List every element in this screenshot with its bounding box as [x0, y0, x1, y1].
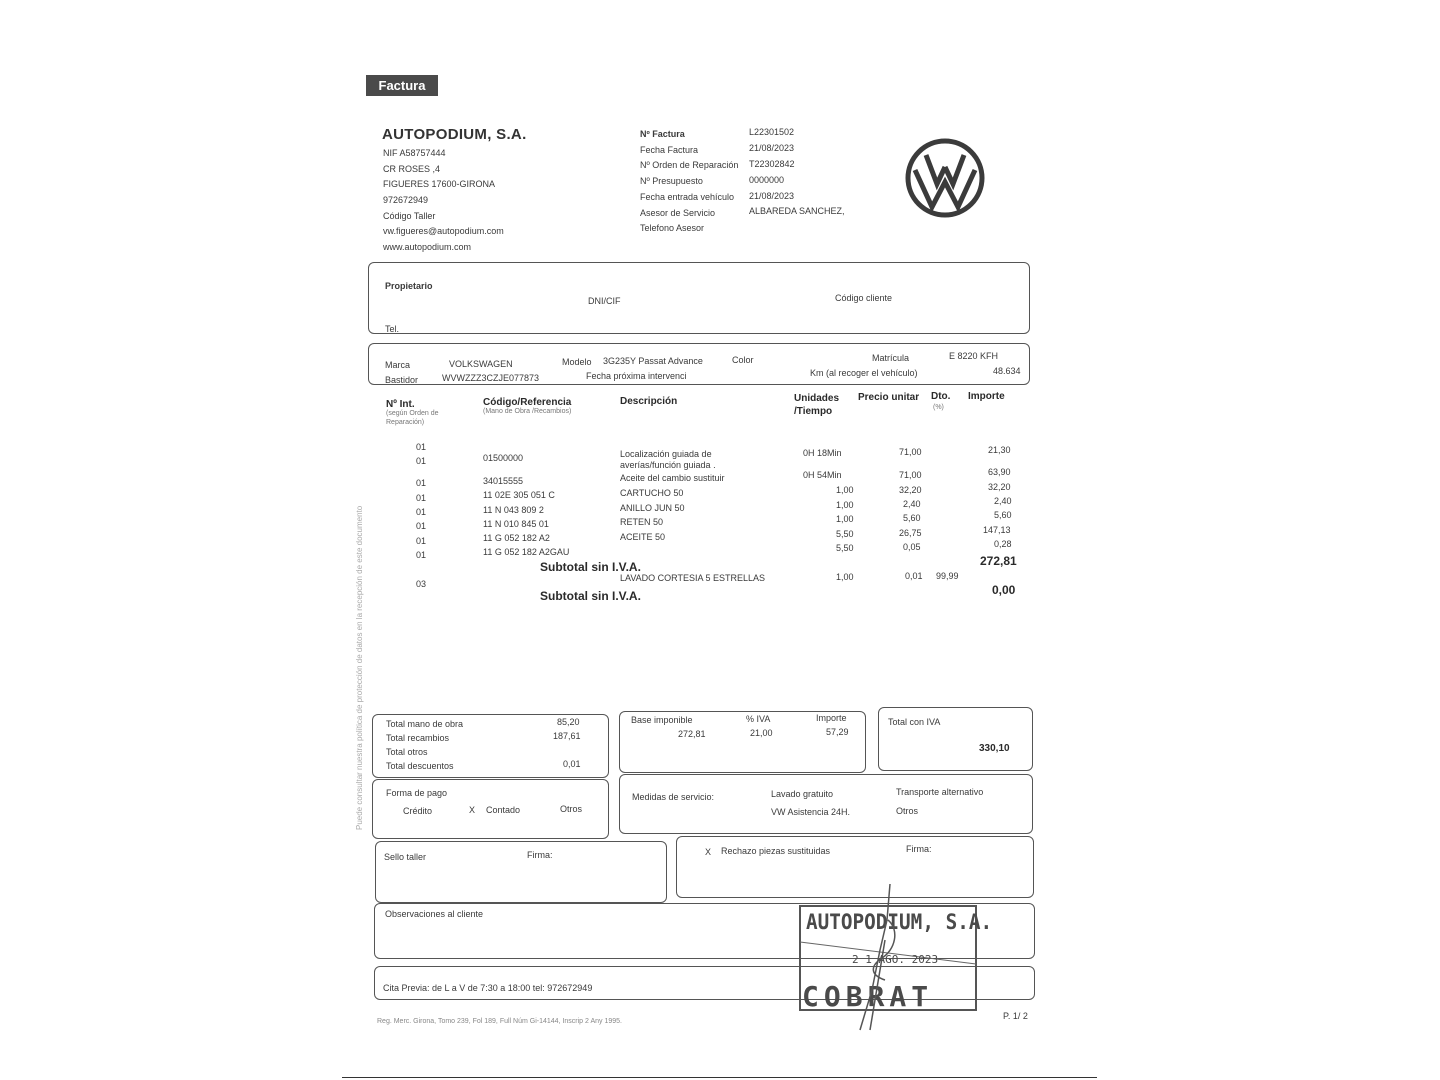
stamp-date: 2 1 AGO. 2023	[852, 953, 939, 966]
line-03-nint: 03	[416, 579, 427, 589]
total-iva-label: Total con IVA	[888, 717, 941, 727]
line-2-units: 0H 54Min	[803, 470, 842, 480]
vehicle-matricula-label: Matrícula	[872, 353, 910, 363]
line-7-nint: 01	[416, 550, 427, 560]
invoice-label-orden: Nº Orden de Reparación	[640, 160, 739, 170]
line-4-code: 11 N 043 809 2	[483, 505, 544, 515]
tax-base-label: Base imponible	[631, 715, 693, 725]
line-1-desc: Localización guiada de averías/función guiada .	[620, 449, 716, 470]
total-iva-value: 330,10	[979, 743, 1010, 754]
vehicle-color-label: Color	[732, 355, 754, 365]
vehicle-km: 48.634	[993, 366, 1021, 376]
vehicle-km-label: Km (al recoger el vehículo)	[810, 368, 918, 378]
invoice-label-presupuesto: Nº Presupuesto	[640, 176, 703, 186]
company-email: vw.figueres@autopodium.com	[383, 226, 504, 236]
line-2-nint: 01	[416, 478, 427, 488]
signature-scribble-icon	[840, 880, 910, 1040]
subtotal-1-label: Subtotal sin I.V.A.	[540, 560, 641, 574]
line-4-importe: 2,40	[994, 496, 1012, 506]
subtotal-1-value: 272,81	[980, 554, 1017, 568]
firma-1-label: Firma:	[527, 850, 553, 860]
line-6-importe: 147,13	[983, 525, 1011, 535]
services-lavado: Lavado gratuito	[771, 789, 834, 799]
line-2-desc: Aceite del cambio sustituir	[620, 473, 725, 483]
line-3-desc: CARTUCHO 50	[620, 488, 684, 498]
invoice-label-telefono-asesor: Telefono Asesor	[640, 223, 705, 233]
line-4-price: 2,40	[903, 499, 921, 509]
line-3-price: 32,20	[899, 485, 922, 495]
services-label: Medidas de servicio:	[632, 792, 715, 802]
line-6-code: 11 G 052 182 A2	[483, 533, 550, 543]
line-6-units: 5,50	[836, 529, 854, 539]
total-recambios-label: Total recambios	[386, 733, 450, 743]
services-asistencia: VW Asistencia 24H.	[771, 807, 851, 817]
owner-tel-label: Tel.	[385, 324, 400, 334]
tax-importe-label: Importe	[816, 713, 847, 723]
payment-contado-mark: X	[469, 805, 476, 815]
tax-base: 272,81	[678, 729, 706, 739]
cita-previa-text: Cita Previa: de L a V de 7:30 a 18:00 tel: 972672949	[383, 983, 593, 993]
line-7-importe: 0,28	[994, 539, 1012, 549]
tax-iva-label: % IVA	[746, 714, 771, 724]
line-2-importe: 63,90	[988, 467, 1011, 477]
stamp-company: AUTOPODIUM, S.A.	[806, 910, 993, 934]
line-2-price: 71,00	[899, 470, 922, 480]
line-3-code: 11 02E 305 051 C	[483, 490, 555, 500]
services-otros: Otros	[896, 806, 919, 816]
col-unidades: Unidades	[794, 393, 840, 404]
line-1-price: 71,00	[899, 447, 922, 457]
line-7-code: 11 G 052 182 A2GAU	[483, 547, 570, 557]
col-codigo-sub: (Mano de Obra /Recambios)	[483, 408, 572, 415]
vehicle-matricula: E 8220 KFH	[949, 351, 999, 361]
invoice-value-numero: L22301502	[749, 127, 795, 137]
company-name: AUTOPODIUM, S.A.	[382, 126, 527, 143]
page-number: P. 1/ 2	[1003, 1011, 1028, 1021]
invoice-value-fecha: 21/08/2023	[749, 143, 795, 153]
invoice-label-entrada: Fecha entrada vehículo	[640, 192, 735, 202]
line-1-code: 01500000	[483, 453, 524, 463]
line-2-code: 34015555	[483, 476, 524, 486]
owner-client-code-label: Código cliente	[835, 293, 893, 303]
vehicle-bastidor: WVWZZZ3CZJE077873	[442, 373, 540, 383]
line-5-price: 5,60	[903, 513, 921, 523]
line-7-units: 5,50	[836, 543, 854, 553]
invoice-value-asesor: ALBAREDA SANCHEZ,	[749, 206, 845, 216]
line-1-importe: 21,30	[988, 445, 1011, 455]
line-1-units: 0H 18Min	[803, 448, 842, 458]
invoice-label-asesor: Asesor de Servicio	[640, 208, 716, 218]
payment-credito: Crédito	[403, 806, 433, 816]
company-web: www.autopodium.com	[383, 242, 472, 252]
company-address-1: CR ROSES ,4	[383, 164, 441, 174]
owner-label: Propietario	[385, 281, 433, 291]
line-03-dto: 99,99	[936, 571, 959, 581]
line-4-units: 1,00	[836, 500, 854, 510]
total-mano-obra-label: Total mano de obra	[386, 719, 464, 729]
col-dto: Dto.	[931, 391, 951, 402]
total-descuentos-label: Total descuentos	[386, 761, 454, 771]
registro-text: Reg. Merc. Girona, Tomo 239, Fol 189, Full Núm Gi-14144, Inscrip 2 Any 1995.	[377, 1018, 622, 1025]
stamp-word: COBRAT	[802, 980, 934, 1013]
owner-dni-label: DNI/CIF	[588, 296, 621, 306]
payment-otros: Otros	[560, 804, 583, 814]
total-recambios: 187,61	[553, 731, 581, 741]
col-nint-sub2: Reparación)	[386, 419, 425, 426]
tax-importe: 57,29	[826, 727, 849, 737]
owner-box	[368, 262, 1030, 334]
vehicle-modelo-label: Modelo	[562, 357, 592, 367]
sello-label: Sello taller	[384, 852, 427, 862]
total-otros-label: Total otros	[386, 747, 428, 757]
subtotal-2-value: 0,00	[992, 583, 1016, 597]
line-5-code: 11 N 010 845 01	[483, 519, 549, 529]
line-4-desc: ANILLO JUN 50	[620, 503, 685, 513]
col-importe: Importe	[968, 391, 1005, 402]
invoice-label-numero: Nº Factura	[640, 129, 685, 139]
line-4-nint: 01	[416, 507, 427, 517]
line-03-desc: LAVADO CORTESIA 5 ESTRELLAS	[620, 573, 766, 583]
firma-2-label: Firma:	[906, 844, 932, 854]
page-bottom-divider	[342, 1077, 1097, 1078]
col-nint: Nº Int.	[386, 399, 415, 410]
tax-iva: 21,00	[750, 728, 773, 738]
document-type-tag: Factura	[366, 75, 438, 96]
rechazo-label: Rechazo piezas sustituidas	[721, 846, 831, 856]
col-descripcion: Descripción	[620, 396, 678, 407]
company-codigo-taller: Código Taller	[383, 211, 436, 221]
sello-box	[375, 841, 667, 903]
line-7-price: 0,05	[903, 542, 921, 552]
col-codigo: Código/Referencia	[483, 397, 572, 408]
payment-label: Forma de pago	[386, 788, 448, 798]
rechazo-mark: X	[705, 847, 712, 857]
line-3-units: 1,00	[836, 485, 854, 495]
line-6-price: 26,75	[899, 528, 922, 538]
line-1-nint: 01	[416, 456, 427, 466]
line-6-nint: 01	[416, 536, 427, 546]
payment-contado: Contado	[486, 805, 521, 815]
line-5-desc: RETEN 50	[620, 517, 664, 527]
services-box	[619, 774, 1033, 834]
invoice-value-orden: T22302842	[749, 159, 795, 169]
line-03-price: 0,01	[905, 571, 923, 581]
services-transporte: Transporte alternativo	[896, 787, 984, 797]
col-dto-sub: (%)	[933, 404, 944, 411]
total-descuentos: 0,01	[563, 759, 581, 769]
line-6-desc: ACEITE 50	[620, 532, 666, 542]
invoice-value-presupuesto: 0000000	[749, 175, 785, 185]
company-address-2: FIGUERES 17600-GIRONA	[383, 179, 496, 189]
side-privacy-note: Puede consultar nuestra política de protección de datos en la recepción de este documento	[355, 505, 364, 830]
subtotal-2-label: Subtotal sin I.V.A.	[540, 589, 641, 603]
line-03-units: 1,00	[836, 572, 854, 582]
vehicle-proxima-label: Fecha próxima intervenci	[586, 371, 687, 381]
line-0-nint: 01	[416, 442, 427, 452]
col-nint-sub1: (según Orden de	[386, 410, 439, 417]
line-5-importe: 5,60	[994, 510, 1012, 520]
vehicle-marca: VOLKSWAGEN	[449, 359, 513, 369]
line-3-importe: 32,20	[988, 482, 1011, 492]
company-phone: 972672949	[383, 195, 429, 205]
vw-logo-icon	[904, 137, 986, 219]
col-tiempo: /Tiempo	[794, 406, 833, 417]
line-3-nint: 01	[416, 493, 427, 503]
total-mano-obra: 85,20	[557, 717, 580, 727]
vehicle-modelo: 3G235Y Passat Advance	[603, 356, 703, 366]
col-precio: Precio unitar	[858, 392, 920, 403]
observaciones-label: Observaciones al cliente	[385, 909, 484, 919]
invoice-value-entrada: 21/08/2023	[749, 191, 795, 201]
vehicle-marca-label: Marca	[385, 360, 411, 370]
company-nif: NIF A58757444	[383, 148, 446, 158]
vehicle-bastidor-label: Bastidor	[385, 375, 419, 385]
invoice-label-fecha: Fecha Factura	[640, 145, 699, 155]
line-5-units: 1,00	[836, 514, 854, 524]
line-5-nint: 01	[416, 521, 427, 531]
